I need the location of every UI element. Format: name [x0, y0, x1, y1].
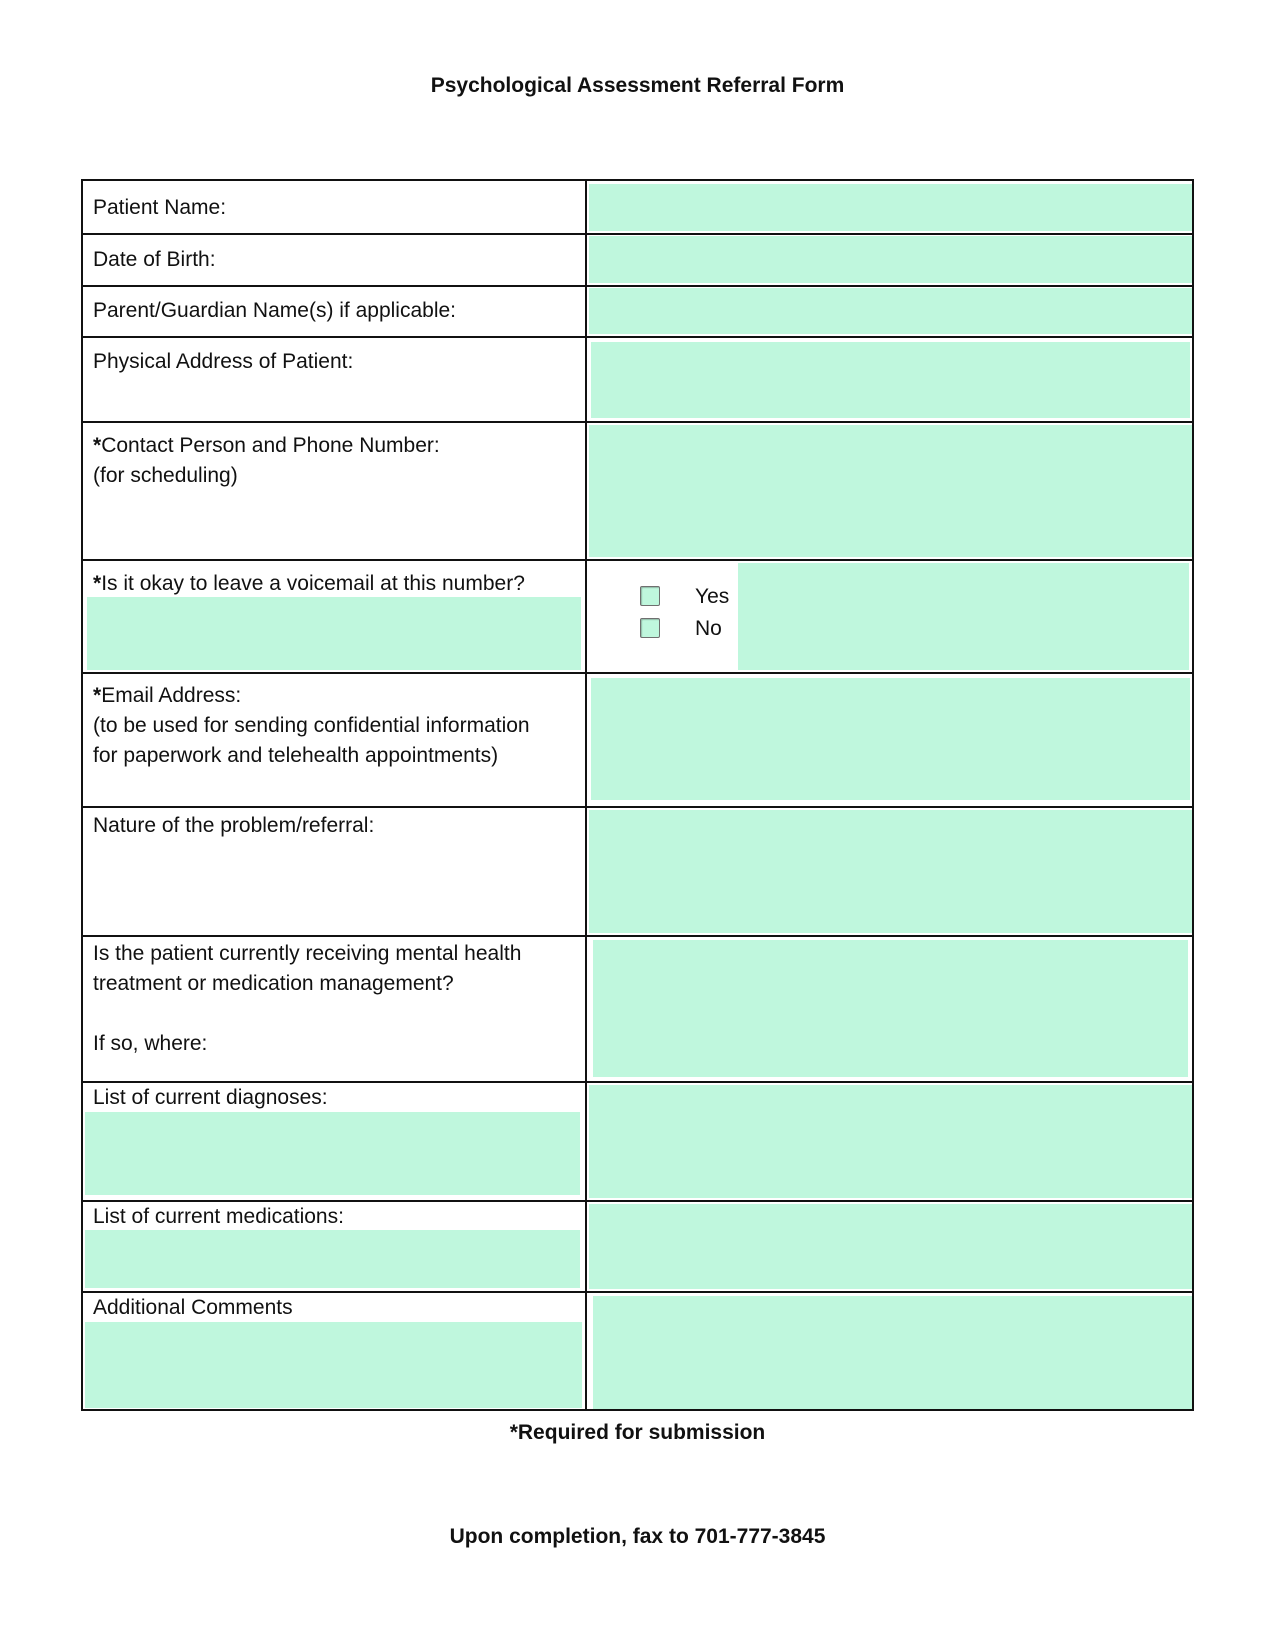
- diagnoses-label: List of current diagnoses:: [93, 1086, 328, 1109]
- column-divider: [585, 181, 587, 1409]
- voicemail-label: [93, 569, 525, 599]
- required-star: *: [93, 572, 102, 595]
- email-address-label: [93, 681, 530, 771]
- additional-comments-field[interactable]: [593, 1296, 1192, 1409]
- page-title: Psychological Assessment Referral Form: [430, 74, 845, 97]
- row-divider: [83, 559, 1192, 561]
- email-address-field[interactable]: [591, 678, 1190, 800]
- voicemail-no-label: No: [695, 617, 722, 640]
- medications-left-field[interactable]: [85, 1230, 580, 1288]
- patient-name-label: Patient Name:: [93, 196, 227, 219]
- row-divider: [83, 672, 1192, 674]
- additional-comments-label: Additional Comments: [93, 1296, 293, 1319]
- additional-comments-left-field[interactable]: [85, 1322, 582, 1408]
- required-star: *: [93, 434, 102, 457]
- diagnoses-field[interactable]: [589, 1085, 1192, 1198]
- voicemail-no-checkbox[interactable]: [640, 618, 660, 638]
- voicemail-notes-field[interactable]: [87, 597, 581, 670]
- diagnoses-left-field[interactable]: [85, 1112, 580, 1195]
- medications-label: List of current medications:: [93, 1205, 344, 1228]
- row-divider: [83, 336, 1192, 338]
- voicemail-yes-label: Yes: [695, 585, 730, 608]
- date-of-birth-label: Date of Birth:: [93, 248, 216, 271]
- required-note: *Required for submission: [509, 1421, 766, 1444]
- voicemail-yes-checkbox[interactable]: [640, 586, 660, 606]
- nature-of-problem-field[interactable]: [589, 810, 1192, 933]
- contact-person-label: [93, 431, 440, 491]
- voicemail-details-field[interactable]: [738, 563, 1189, 670]
- mental-health-treatment-field[interactable]: [593, 940, 1188, 1077]
- referral-form-table: [81, 179, 1194, 1411]
- parent-guardian-field[interactable]: [589, 288, 1192, 334]
- contact-person-label-text: Contact Person and Phone Number: (for scheduling): [93, 434, 440, 487]
- voicemail-label-text: Is it okay to leave a voicemail at this number?: [101, 572, 525, 595]
- row-divider: [83, 233, 1192, 235]
- nature-of-problem-label: Nature of the problem/referral:: [93, 814, 375, 837]
- row-divider: [83, 806, 1192, 808]
- row-divider: [83, 285, 1192, 287]
- patient-name-field[interactable]: [589, 184, 1192, 231]
- contact-person-field[interactable]: [589, 425, 1192, 557]
- row-divider: [83, 935, 1192, 937]
- email-address-label-text: Email Address: (to be used for sending confidential information for paperwork and telehealth appointments): [93, 684, 530, 767]
- fax-note: Upon completion, fax to 701-777-3845: [449, 1525, 826, 1548]
- mental-health-treatment-label: Is the patient currently receiving mental health treatment or medication management? If so, where:: [93, 942, 522, 1055]
- date-of-birth-field[interactable]: [589, 236, 1192, 283]
- medications-field[interactable]: [589, 1204, 1192, 1289]
- parent-guardian-label: Parent/Guardian Name(s) if applicable:: [93, 299, 457, 322]
- required-star: *: [93, 684, 102, 707]
- row-divider: [83, 421, 1192, 423]
- physical-address-field[interactable]: [591, 342, 1190, 418]
- physical-address-label: Physical Address of Patient:: [93, 350, 354, 373]
